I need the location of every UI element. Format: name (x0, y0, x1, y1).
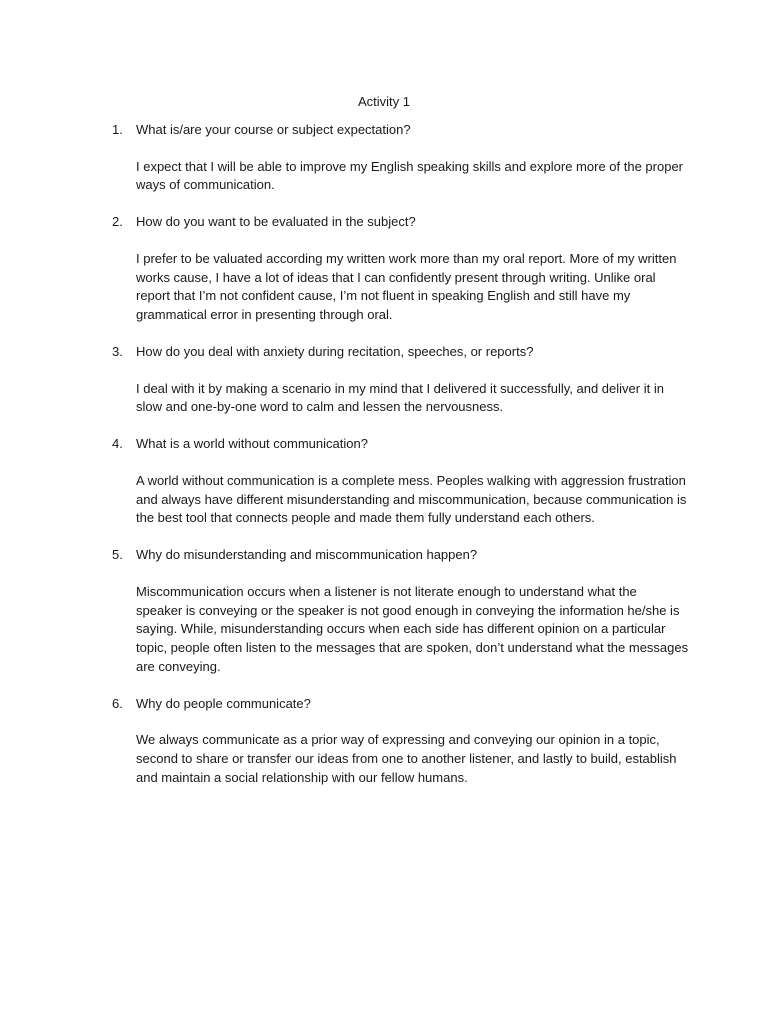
question-text: What is a world without communication? (136, 436, 368, 452)
answer-line: and maintain a social relationship with our fellow humans. (136, 769, 468, 785)
answer-text (136, 583, 689, 677)
answer-line: speaker is conveying or the speaker is not good enough in conveying the information he/she is (136, 602, 680, 618)
answer-line: Miscommunication occurs when a listener is not literate enough to understand what the (136, 583, 637, 599)
question-text: Why do misunderstanding and miscommunication happen? (136, 547, 478, 563)
answer-line: slow and one-by-one word to calm and lessen the nervousness. (136, 399, 504, 415)
answer-line: saying. While, misunderstanding occurs when each side has different opinion on a particular (136, 621, 666, 637)
question-text: How do you want to be evaluated in the subject? (136, 214, 416, 230)
answer-line: A world without communication is a complete mess. Peoples walking with aggression frustration (136, 472, 686, 488)
answer-text (136, 472, 687, 528)
list-item (112, 121, 682, 195)
question-number: 4. (112, 436, 123, 452)
answer-line: report that I’m not confident cause, I’m not fluent in speaking English and still have my (136, 288, 631, 304)
question-text: What is/are your course or subject expectation? (136, 122, 411, 137)
list-item (112, 435, 687, 528)
question-list (112, 121, 689, 806)
question-number: 1. (112, 122, 123, 137)
answer-line: works cause, I have a lot of ideas that I can confidently present through writing. Unlike oral (136, 269, 656, 285)
answer-text (136, 731, 682, 787)
list-item (112, 695, 682, 788)
question-number: 5. (112, 547, 123, 563)
answer-line: second to share or transfer our ideas from one to another listener, and lastly to build, establish (136, 751, 677, 767)
question-number: 6. (112, 695, 123, 711)
answer-line: and always have different misunderstanding and miscommunication, because communication is (136, 491, 687, 507)
list-item (112, 546, 689, 677)
answer-line: I deal with it by making a scenario in my mind that I delivered it successfully, and deliver it in (136, 380, 664, 396)
answer-line: topic, people often listen to the messages that are spoken, don’t understand what the messages (136, 640, 689, 656)
document-title: Activity 1 (357, 94, 410, 109)
list-item (112, 343, 682, 417)
answer-line: I expect that I will be able to improve my English speaking skills and explore more of the proper (136, 158, 683, 174)
answer-line: grammatical error in presenting through oral. (136, 307, 393, 323)
answer-line: the best tool that connects people and made them fully understand each others. (136, 510, 595, 526)
answer-line: We always communicate as a prior way of expressing and conveying our opinion in a topic, (136, 732, 660, 748)
question-text: How do you deal with anxiety during recitation, speeches, or reports? (136, 343, 534, 359)
question-number: 3. (112, 343, 123, 359)
answer-text (136, 380, 682, 418)
list-item (112, 213, 682, 325)
answer-line: ways of communication. (136, 177, 275, 193)
question-text: Why do people communicate? (136, 695, 311, 711)
answer-line: are conveying. (136, 658, 221, 674)
answer-line: I prefer to be valuated according my written work more than my oral report. More of my written (136, 250, 677, 266)
question-number: 2. (112, 214, 123, 230)
answer-text (136, 250, 682, 325)
answer-text (136, 158, 682, 196)
